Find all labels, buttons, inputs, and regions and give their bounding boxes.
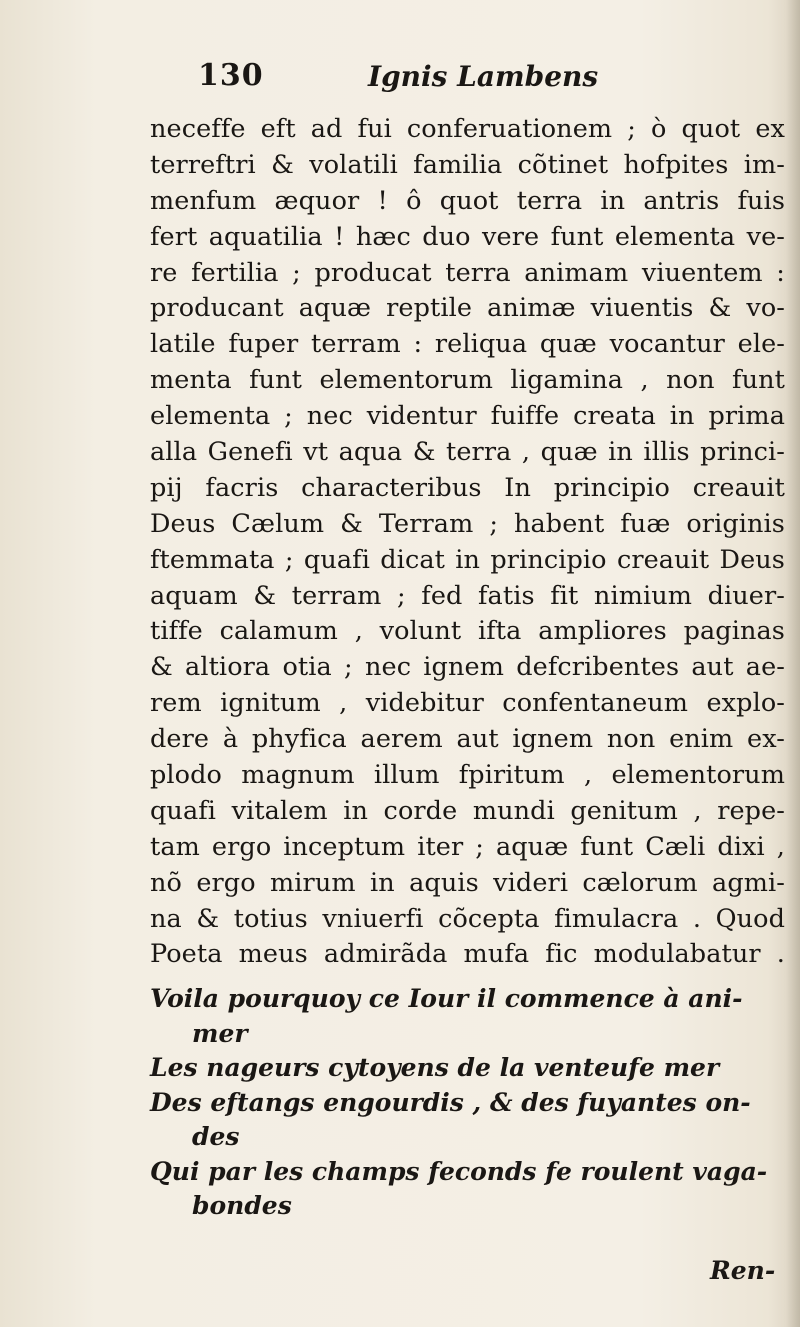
verse-block xyxy=(150,982,790,1224)
prose-line: quafi vitalem in corde mundi genitum , repe- xyxy=(150,795,785,826)
page-number: 130 xyxy=(198,58,264,93)
prose-line: pij facris characteribus In principio creauit xyxy=(150,472,785,503)
prose-line: re fertilia ; producat terra animam viuentem : xyxy=(150,257,785,288)
prose-line: producant aquæ reptile animæ viuentis & vo- xyxy=(150,293,785,324)
prose-line: menfum æquor ! ô quot terra in antris fuis xyxy=(150,185,785,216)
prose-line: Poeta meus admirãda mufa fic modulabatur . xyxy=(150,939,785,970)
verse-line: Voila pourquoy ce Iour il commence à ani- xyxy=(150,984,743,1013)
prose-line: dere à phyfica aerem aut ignem non enim ex- xyxy=(150,724,785,755)
verse-line: des xyxy=(192,1122,240,1151)
prose-line: neceffe eft ad fui conferuationem ; ò quot ex xyxy=(150,114,785,144)
prose-line: alla Genefi vt aqua & terra , quæ in illis princi- xyxy=(150,437,785,468)
prose-line: plodo magnum illum fpiritum , elementorum xyxy=(150,760,785,791)
prose-line: aquam & terram ; fed fatis fit nimium diuer- xyxy=(150,580,785,611)
prose-line: ftemmata ; quafi dicat in principio creauit Deus xyxy=(150,544,785,575)
prose-line: elementa ; nec videntur fuiffe creata in prima xyxy=(150,401,785,432)
running-title: Ignis Lambens xyxy=(368,60,599,93)
prose-line: fert aquatilia ! hæc duo vere funt elementa ve- xyxy=(150,221,785,252)
prose-line: na & totius vniuerfi cõcepta fimulacra . Quod xyxy=(150,903,785,934)
verse-line: mer xyxy=(192,1018,248,1048)
running-header xyxy=(198,58,638,98)
prose-line: & altiora otia ; nec ignem defcribentes aut ae- xyxy=(150,652,785,683)
prose-line: rem ignitum , videbitur confentaneum explo- xyxy=(150,688,785,719)
catchword: Ren- xyxy=(710,1256,776,1285)
prose-block xyxy=(150,112,785,973)
prose-line: terreftri & volatili familia cõtinet hofpites im- xyxy=(150,149,785,180)
verse-line: Qui par les champs feconds fe roulent vaga- xyxy=(150,1156,768,1186)
prose-line: latile fuper terram : reliqua quæ vocantur ele- xyxy=(150,329,785,360)
verse-line: Les nageurs cytoyens de la venteufe mer xyxy=(150,1053,720,1082)
verse-line: Des eftangs engourdis , & des fuyantes on- xyxy=(150,1087,751,1117)
prose-line: nõ ergo mirum in aquis videri cælorum agmi- xyxy=(150,867,785,898)
prose-line: Deus Cælum & Terram ; habent fuæ originis xyxy=(150,508,785,539)
prose-line: tiffe calamum , volunt ifta ampliores paginas xyxy=(150,616,785,647)
prose-line: tam ergo inceptum iter ; aquæ funt Cæli dixi , xyxy=(150,831,785,862)
prose-line: menta funt elementorum ligamina , non funt xyxy=(150,365,785,396)
verse-line: bondes xyxy=(192,1191,292,1220)
